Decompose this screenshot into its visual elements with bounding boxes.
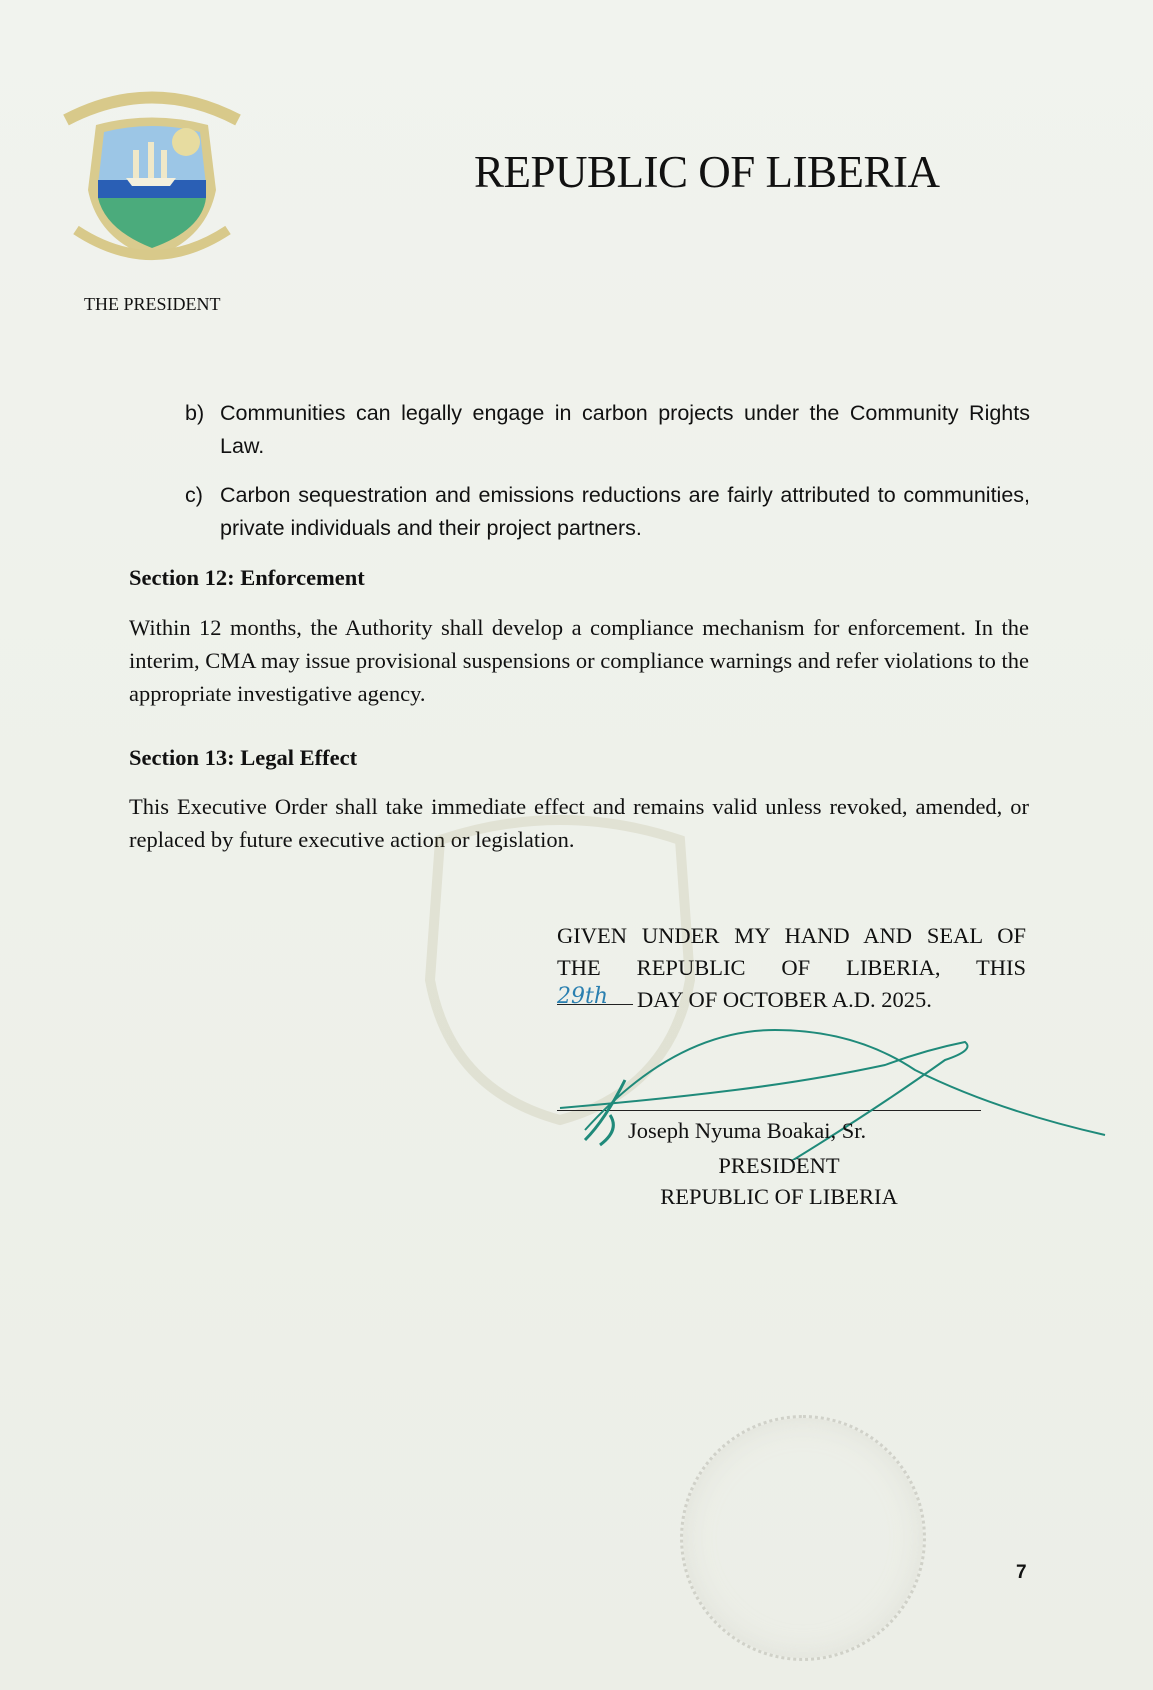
section-12-body: Within 12 months, the Authority shall develop a compliance mechanism for enforcement. In the interim, CMA may issue provisional suspensions or compliance warnings and refer violations to the appropriate investigative agency. <box>129 615 1029 706</box>
document-title: REPUBLIC OF LIBERIA <box>474 147 940 197</box>
list-item-c <box>185 479 1030 545</box>
list-item-text: Communities can legally engage in carbon projects under the Community Rights Law. <box>220 401 1030 458</box>
coat-of-arms-seal <box>56 80 248 272</box>
page-number: 7 <box>1016 1562 1027 1583</box>
list-marker: b) <box>185 401 205 425</box>
attestation-block <box>557 920 1026 1016</box>
signatory-country: REPUBLIC OF LIBERIA <box>660 1184 898 1209</box>
list-item-b <box>185 397 1030 463</box>
signatory-title: PRESIDENT <box>718 1153 840 1178</box>
list-item-text: Carbon sequestration and emissions reductions are fairly attributed to communities, private individuals and their project partners. <box>220 483 1030 540</box>
attestation-line-1: GIVEN UNDER MY HAND AND SEAL OF <box>557 923 1026 948</box>
list-marker: c) <box>185 483 203 507</box>
signatory-title-block <box>557 1150 1001 1212</box>
section-13-body: This Executive Order shall take immediate effect and remains valid unless revoked, amended, or replaced by future executive action or legislation. <box>129 794 1029 852</box>
attestation-line-3: DAY OF OCTOBER A.D. 2025. <box>637 987 932 1012</box>
office-label: THE PRESIDENT <box>84 294 221 314</box>
section-13-heading: Section 13: Legal Effect <box>129 745 358 770</box>
signatory-name: Joseph Nyuma Boakai, Sr. <box>628 1118 867 1143</box>
handwritten-day: 29th <box>557 984 633 1005</box>
attestation-line-2: THE REPUBLIC OF LIBERIA, THIS <box>557 955 1026 980</box>
section-12-heading: Section 12: Enforcement <box>129 565 365 590</box>
embossed-seal <box>680 1415 926 1661</box>
